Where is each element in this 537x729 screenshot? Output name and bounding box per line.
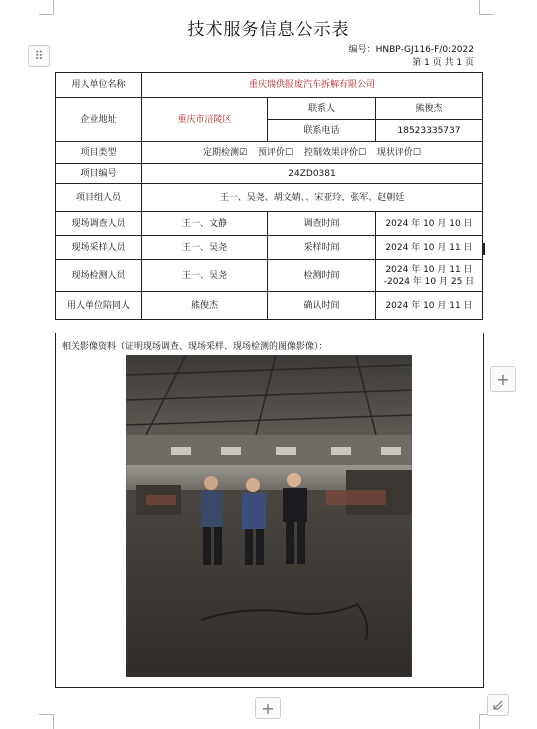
table-row — [56, 292, 483, 320]
cell-label: 联系电话 — [268, 120, 376, 142]
survey-staff: 王一、文静 — [142, 212, 268, 236]
option-periodic-check[interactable]: 定期检测☑ — [203, 147, 248, 158]
cell-label: 企业地址 — [56, 98, 142, 142]
testing-time — [376, 260, 483, 292]
crop-mark-top-right — [479, 0, 494, 15]
crop-mark-bottom-left — [39, 714, 54, 729]
cell-label: 项目组人员 — [56, 184, 142, 212]
cell-label: 现场检测人员 — [56, 260, 142, 292]
site-photo-image — [126, 355, 412, 677]
table-row — [56, 236, 483, 260]
project-number: 24ZD0381 — [142, 164, 483, 184]
cell-label: 现场调查人员 — [56, 212, 142, 236]
survey-time: 2024 年 10 月 10 日 — [376, 212, 483, 236]
photo-caption: 相关影像资料（证明现场调查、现场采样、现场检测的图像影像）： — [62, 342, 328, 352]
sampling-staff: 王一、吴尧 — [142, 236, 268, 260]
table-row — [56, 164, 483, 184]
sampling-time: 2024 年 10 月 11 日 — [376, 236, 483, 260]
contact-phone: 18523335737 — [376, 120, 483, 142]
table-row — [56, 184, 483, 212]
option-pre-assessment[interactable]: 预评价☐ — [257, 147, 294, 158]
table-row — [56, 260, 483, 292]
drag-handle-icon[interactable]: ⠿ — [28, 45, 50, 67]
contact-person: 熊俊杰 — [376, 98, 483, 120]
option-control-effect[interactable]: 控制效果评价☐ — [303, 147, 367, 158]
table-row — [56, 212, 483, 236]
text-cursor-mark — [483, 243, 485, 255]
cell-label: 确认时间 — [268, 292, 376, 320]
option-status-assessment[interactable]: 现状评价☐ — [376, 147, 421, 158]
plus-icon[interactable]: + — [490, 366, 516, 392]
cell-label: 联系人 — [268, 98, 376, 120]
testing-time-end: -2024 年 10 月 25 日 — [383, 276, 475, 287]
info-table — [55, 72, 483, 320]
cell-label: 用人单位名称 — [56, 73, 142, 98]
cell-label: 采样时间 — [268, 236, 376, 260]
cell-label: 检测时间 — [268, 260, 376, 292]
cell-label: 用人单位陪同人 — [56, 292, 142, 320]
testing-time-start: 2024 年 10 月 11 日 — [385, 264, 473, 275]
table-row — [56, 73, 483, 98]
project-team: 王一、吴尧、胡文婧、、宋亚玲、张军、赵朝廷 — [142, 184, 483, 212]
cell-label: 调查时间 — [268, 212, 376, 236]
site-photo[interactable] — [126, 355, 412, 677]
resize-icon[interactable] — [487, 694, 509, 716]
table-row — [56, 142, 483, 164]
photo-section — [55, 333, 484, 688]
testing-staff: 王一、吴尧 — [142, 260, 268, 292]
company-name: 重庆瑞供报废汽车拆解有限公司 — [142, 73, 483, 98]
company-address: 重庆市涪陵区 — [142, 98, 268, 142]
cell-label: 项目类型 — [56, 142, 142, 164]
document-code-block — [349, 44, 474, 70]
crop-mark-bottom-right — [479, 714, 494, 729]
accompanying-person: 熊俊杰 — [142, 292, 268, 320]
plus-icon[interactable]: + — [255, 697, 281, 719]
cell-label: 现场采样人员 — [56, 236, 142, 260]
page-info: 第 1 页 共 1 页 — [412, 58, 474, 68]
document-code: 编号：HNBP-GJ116-F/0:2022 — [348, 45, 474, 55]
crop-mark-top-left — [39, 0, 54, 15]
table-row — [56, 98, 483, 120]
cell-label: 项目编号 — [56, 164, 142, 184]
project-type-options — [142, 142, 483, 164]
document-title: 技术服务信息公示表 — [187, 20, 350, 40]
confirm-time: 2024 年 10 月 11 日 — [376, 292, 483, 320]
